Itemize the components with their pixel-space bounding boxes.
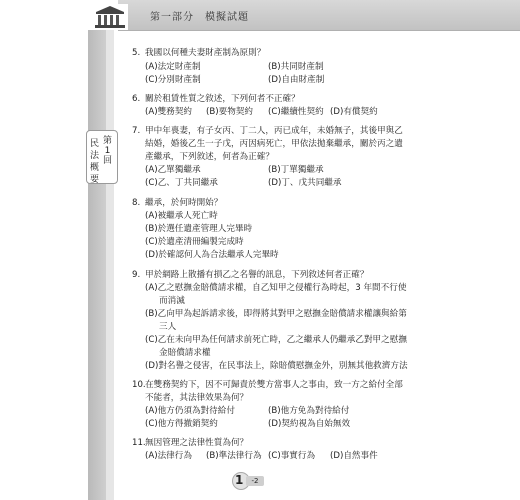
question-number: 11. (132, 438, 146, 448)
question-stem: 繼承，於何時開始？ (145, 198, 223, 208)
building-logo-icon (92, 4, 128, 30)
option-d: (D)有償契約 (330, 107, 378, 117)
option-d: (D)自然事件 (330, 451, 378, 461)
question-stem-line-1: 甲中年喪妻，有子女丙、丁二人，丙已成年，未婚無子，其後甲與乙 (145, 126, 403, 136)
option-a: (A)法定財產制 (145, 62, 201, 72)
option-d: (D)丁、戊共同繼承 (268, 178, 342, 188)
question-stem: 甲於網路上散播有損乙之名譽的訊息，下列敘述何者正確？ (145, 270, 369, 280)
question-number: 7. (132, 126, 141, 136)
option-b: (B)他方免為對待給付 (268, 406, 350, 416)
option-c-continued: 金賠償請求權 (159, 348, 211, 358)
option-a-continued: 而消滅 (159, 296, 185, 306)
page-number (232, 472, 266, 486)
page-number-main: 1 (235, 473, 244, 487)
question-number: 9. (132, 270, 141, 280)
option-b: (B)共同財產制 (268, 62, 324, 72)
option-b: (B)要物契約 (206, 107, 253, 117)
option-d: (D)於確認何人為合法繼承人完畢時 (145, 250, 279, 260)
option-c: (C)分別財產制 (145, 75, 201, 85)
option-a: (A)他方仍須為對待給付 (145, 406, 235, 416)
question-stem: 關於租賃性質之敘述，下列何者不正確？ (145, 94, 300, 104)
option-a: (A)雙務契約 (145, 107, 192, 117)
question-stem-line-2: 不能者，其法律效果為何？ (145, 393, 249, 403)
side-strip-dark (88, 30, 106, 500)
option-a: (A)乙之慰撫金賠償請求權，自乙知甲之侵權行為時起，3 年間不行使 (145, 283, 407, 293)
option-d: (D)對名譽之侵害，在民事法上，除賠償慰撫金外，別無其他救濟方法 (145, 361, 408, 371)
option-a: (A)被繼承人死亡時 (145, 211, 218, 221)
chapter-tab-subject: 民法概要 (89, 139, 99, 185)
page-number-suffix: -2 (246, 476, 264, 486)
option-b: (B)準法律行為 (206, 451, 262, 461)
option-c: (C)乙、丁共同繼承 (145, 178, 218, 188)
option-c: (C)於遺產清冊編製完成時 (145, 237, 244, 247)
option-d: (D)自由財產制 (268, 75, 325, 85)
question-number: 5. (132, 48, 141, 58)
question-number: 8. (132, 198, 141, 208)
question-number: 10. (132, 380, 146, 390)
option-a: (A)乙單獨繼承 (145, 165, 201, 175)
option-c: (C)事實行為 (268, 451, 316, 461)
chapter-tab-round: 第1回 (102, 136, 112, 166)
question-number: 6. (132, 94, 141, 104)
side-strip-light (106, 30, 114, 500)
option-c: (C)繼續性契約 (268, 107, 324, 117)
option-c: (C)他方得撤銷契約 (145, 419, 218, 429)
question-stem: 我國以何種夫妻財產制為原則？ (145, 48, 266, 58)
header-title: 第一部分 模擬試題 (150, 12, 249, 23)
question-stem-line-2: 結婚，婚後乙生一子戊，丙因病死亡，甲依法拋棄繼承，關於丙之遺 (145, 139, 403, 149)
option-a: (A)法律行為 (145, 451, 192, 461)
option-b: (B)丁單獨繼承 (268, 165, 324, 175)
question-stem-line-1: 在雙務契約下，因不可歸責於雙方當事人之事由，致一方之給付全部 (145, 380, 403, 390)
question-stem: 無因管理之法律性質為何？ (145, 438, 249, 448)
option-b: (B)於選任遺產管理人完畢時 (145, 224, 253, 234)
question-stem-line-3: 產繼承，下列敘述，何者為正確？ (145, 152, 274, 162)
option-d: (D)契約視為自始無效 (268, 419, 351, 429)
option-b-continued: 三人 (159, 322, 177, 332)
option-c: (C)乙在未向甲為任何請求前死亡時，乙之繼承人仍繼承乙對甲之慰撫 (145, 335, 407, 345)
option-b: (B)乙向甲為起訴請求後，即得將其對甲之慰撫金賠償請求權讓與給第 (145, 309, 407, 319)
